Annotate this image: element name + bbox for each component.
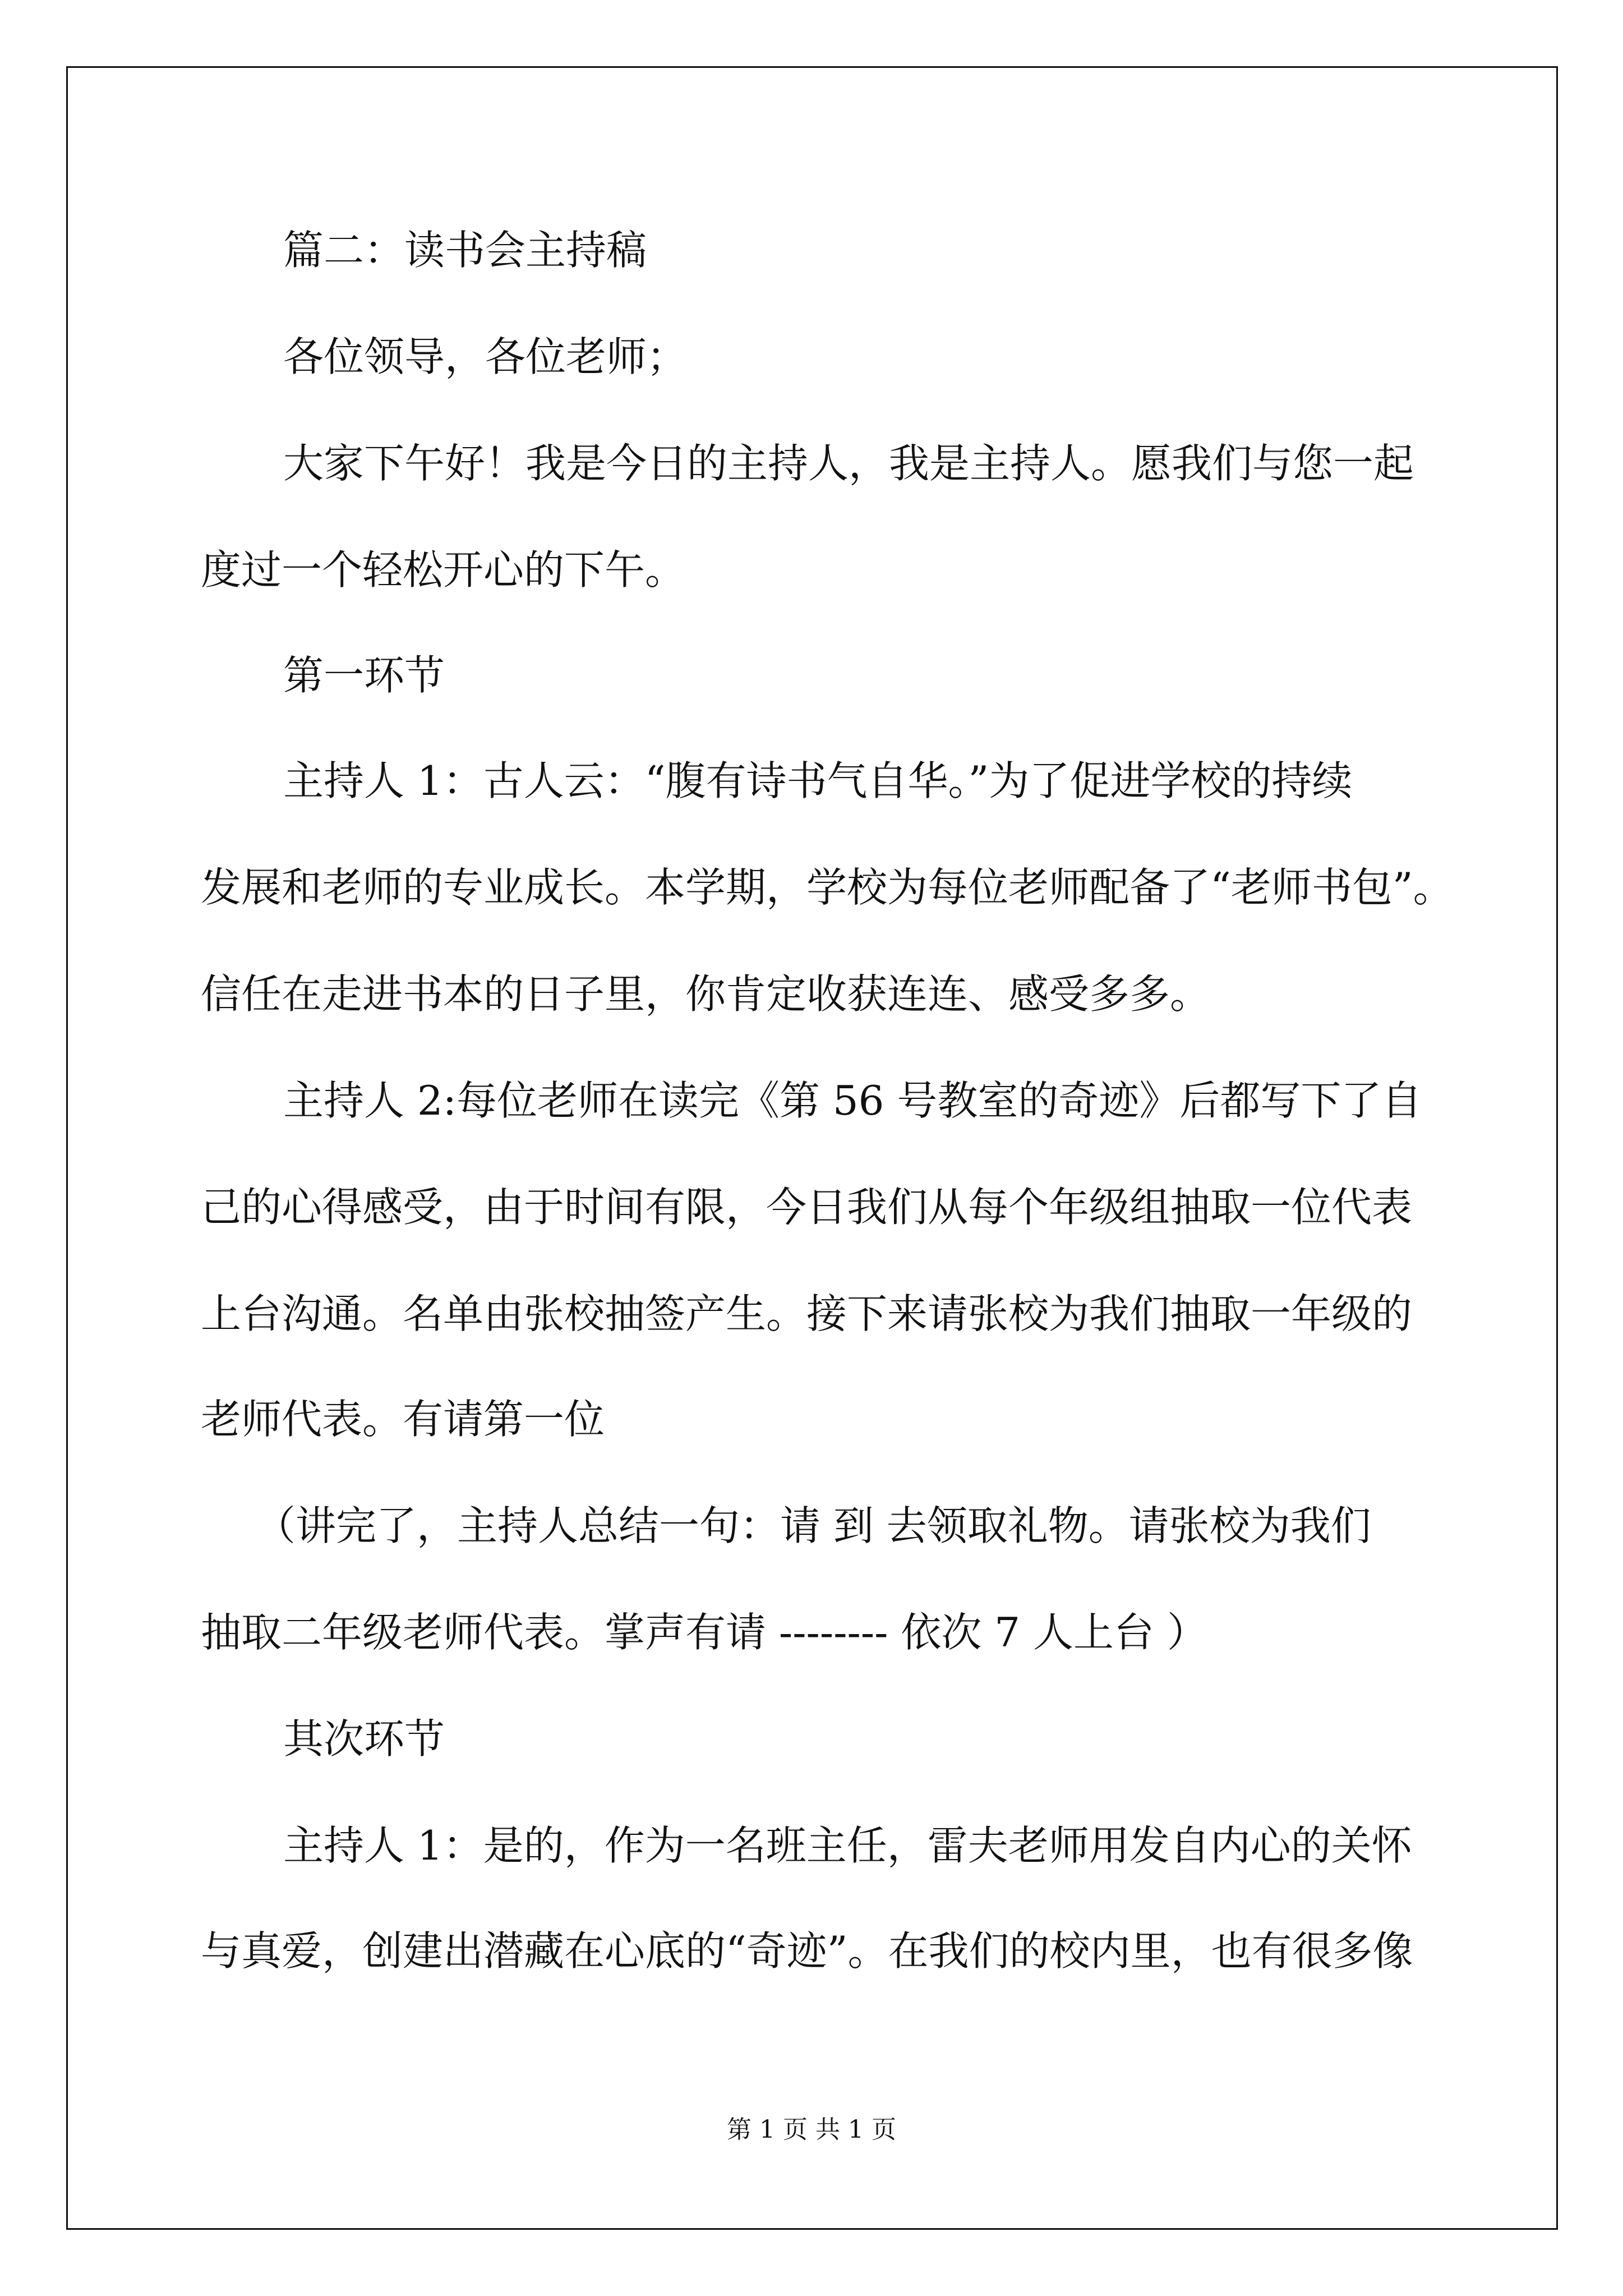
paragraph-line: 信任在走进书本的日子里，你肯定收获连连、感受多多。: [201, 970, 1211, 1018]
section-heading: 篇二：读书会主持稿: [283, 227, 647, 274]
paragraph-line: 主持人 2:每位老师在读完《第 56 号教室的奇迹》后都写下了自: [283, 1077, 1422, 1124]
paragraph-line: （讲完了，主持人总结一句：请 到 去领取礼物。请张校为我们: [255, 1502, 1371, 1549]
paragraph-line: 老师代表。有请第一位: [201, 1396, 605, 1443]
paragraph-line: 抽取二年级老师代表。掌声有请 -------- 依次 7 人上台 ）: [201, 1609, 1207, 1656]
paragraph-line: 与真爱，创建出潜藏在心底的“奇迹”。在我们的校内里，也有很多像: [201, 1927, 1413, 1975]
greeting-line: 各位领导，各位老师；: [283, 333, 688, 380]
paragraph-line: 主持人 1：古人云：“腹有诗书气自华。”为了促进学校的持续: [283, 757, 1353, 804]
page-border: [66, 66, 1558, 2230]
paragraph-line: 度过一个轻松开心的下午。: [201, 546, 686, 593]
page-footer: 第 1 页 共 1 页: [727, 2115, 896, 2144]
paragraph-line: 上台沟通。名单由张校抽签产生。接下来请张校为我们抽取一年级的: [201, 1290, 1413, 1337]
paragraph-line: 己的心得感受，由于时间有限，今日我们从每个年级组抽取一位代表: [201, 1184, 1413, 1231]
paragraph-line: 大家下午好！我是今日的主持人，我是主持人。愿我们与您一起: [283, 440, 1414, 487]
section-heading: 其次环节: [283, 1715, 445, 1763]
section-heading: 第一环节: [283, 652, 445, 699]
paragraph-line: 发展和老师的专业成长。本学期，学校为每位老师配备了“老师书包”。: [201, 864, 1454, 911]
paragraph-line: 主持人 1：是的，作为一名班主任，雷夫老师用发自内心的关怀: [283, 1822, 1412, 1869]
